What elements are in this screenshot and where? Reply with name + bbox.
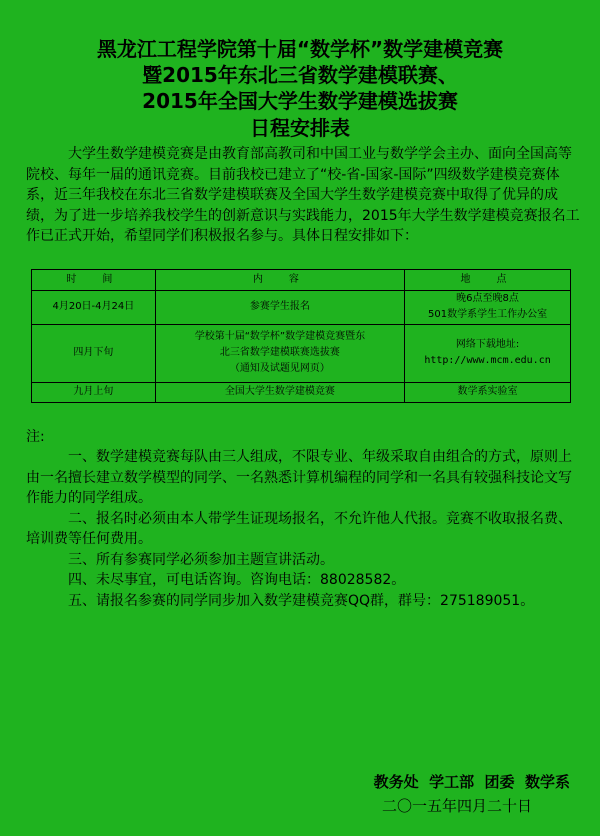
table-row [32,382,571,402]
content-line: （通知及试题见网页） [229,363,330,374]
table-row [32,290,571,324]
document [0,36,600,815]
download-link[interactable]: http://www.mcm.edu.cn [424,355,551,366]
title-line-1: 黑龙江工程学院第十届“数学杯”数学建模竞赛 [96,37,504,61]
schedule-table [31,269,571,403]
header-time: 时 间 [32,269,156,290]
signature-block [374,770,570,818]
title-line-2: 暨2015年东北三省数学建模联赛、 [142,63,458,87]
signature-date: 二〇一五年四月二十日 [381,797,532,815]
title-line-3: 2015年全国大学生数学建模选拔赛 [142,89,458,113]
note-item: 一、数学建模竞赛每队由三人组成，不限专业、年级采取自由组合的方式，原则上由一名擅长建立数学模型的同学、一名熟悉计算机编程的同学和一名具有较强科技论文写作能力的同学组成。 [26,449,572,506]
row-content [155,324,404,382]
content-line: 北三省数学建模联赛选拔赛 [219,347,340,358]
content-line: 全国大学生数学建模竞赛 [224,386,335,397]
document-title [0,36,600,114]
note-item: 五、请报名参赛的同学同步加入数学建模竞赛QQ群，群号：275189051。 [68,592,535,609]
place-line: 网络下载地址: [455,339,520,350]
row-place [405,290,571,324]
row-time: 九月上旬 [32,382,156,402]
header-place: 地 点 [405,269,571,290]
notes-label: 注: [26,428,45,445]
note-item: 二、报名时必须由本人带学生证现场报名，不允许他人代报。竞赛不收取报名费、培训费等任何费用。 [26,510,572,547]
place-line: 501数学系学生工作办公室 [427,309,548,320]
header-content: 内 容 [155,269,404,290]
notes-section [26,427,580,612]
row-time: 四月下旬 [32,324,156,382]
note-item: 四、未尽事宜，可电话咨询。咨询电话：88028582。 [68,572,406,588]
signature-org: 教务处 学工部 团委 数学系 [373,773,570,791]
row-content [155,290,404,324]
row-place [405,324,571,382]
place-line: 数学系实验室 [457,386,518,397]
table-header-row [32,269,571,290]
row-content [155,382,404,402]
content-line: 学校第十届“数学杯”数学建模竞赛暨东 [194,331,366,342]
note-item: 三、所有参赛同学必须参加主题宣讲活动。 [68,551,334,568]
intro-paragraph: 大学生数学建模竞赛是由教育部高教司和中国工业与数学学会主办、面向全国高等院校、每年一届的通讯竞赛。目前我校已建立了“校-省-国家-国际”四级数学建模竞赛体系，近三年我校在东北三省数学建模联赛及全国大学生数学建模竞赛中取得了优异的成绩，为了进一步培养我校学生的创新意识与实践能力，2015年大学生数学建模竞赛报名工作已正式开始，希望同学们积极报名参与。具体日程安排如下： [26,146,580,244]
content-line: 参赛学生报名 [249,301,310,312]
row-place [405,382,571,402]
place-line: 晚6点至晚8点 [456,293,519,304]
document-subtitle: 日程安排表 [250,116,350,140]
table-row [32,324,571,382]
row-time: 4月20日-4月24日 [32,290,156,324]
